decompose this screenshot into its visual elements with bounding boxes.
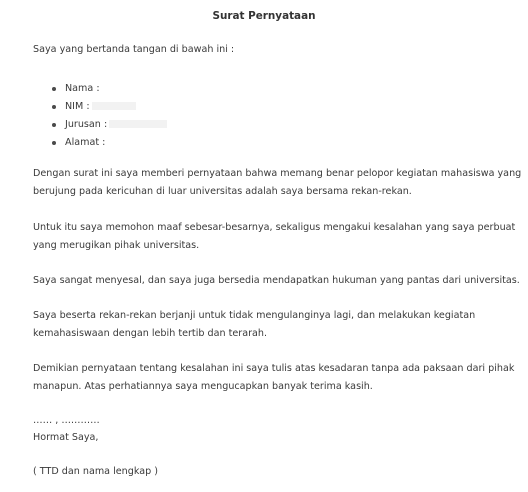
paragraph-line: Untuk itu saya memohon maaf sebesar-besarnya, sekaligus mengakui kesalahan yang saya perbuat: [33, 222, 516, 233]
field-label: Nama :: [65, 83, 100, 94]
paragraph-line: yang merugikan pihak universitas.: [33, 240, 200, 251]
signature-note: ( TTD dan nama lengkap ): [33, 466, 158, 477]
field-label: Alamat :: [65, 137, 106, 148]
paragraph-regret: [33, 272, 520, 290]
paragraph-apology: [33, 219, 516, 255]
field-name: [50, 80, 167, 98]
paragraph-statement: [33, 165, 522, 201]
paragraph-promise: [33, 307, 503, 343]
field-alamat: [50, 134, 167, 152]
redacted-value: [109, 120, 167, 128]
field-label: NIM :: [65, 101, 90, 112]
paragraph-line: Saya beserta rekan-rekan berjanji untuk tidak mengulanginya lagi, dan melakukan kegiatan: [33, 310, 476, 321]
redacted-value: [92, 102, 136, 110]
paragraph-line: Saya sangat menyesal, dan saya juga bersedia mendapatkan hukuman yang pantas dari universitas.: [33, 275, 520, 286]
paragraph-closing-statement: [33, 360, 515, 396]
field-nim: [50, 98, 167, 116]
paragraph-line: kemahasiswaan dengan lebih tertib dan terarah.: [33, 328, 268, 339]
paragraph-line: Demikian pernyataan tentang kesalahan ini saya tulis atas kesadaran tanpa ada paksaan dari pihak: [33, 363, 515, 374]
paragraph-line: Dengan surat ini saya memberi pernyataan bahwa memang benar pelopor kegiatan mahasiswa yang: [33, 168, 522, 179]
place-date-line: …… , …………: [33, 415, 100, 426]
identity-field-list: [50, 80, 167, 152]
field-label: Jurusan :: [65, 119, 108, 130]
document-title: Surat Pernyataan: [212, 10, 316, 22]
intro-text: Saya yang bertanda tangan di bawah ini :: [33, 44, 235, 55]
field-jurusan: [50, 116, 167, 134]
paragraph-line: berujung pada kericuhan di luar universitas adalah saya bersama rekan-rekan.: [33, 186, 412, 197]
closing-salutation: Hormat Saya,: [33, 432, 99, 443]
paragraph-line: manapun. Atas perhatiannya saya mengucapkan banyak terima kasih.: [33, 381, 373, 392]
